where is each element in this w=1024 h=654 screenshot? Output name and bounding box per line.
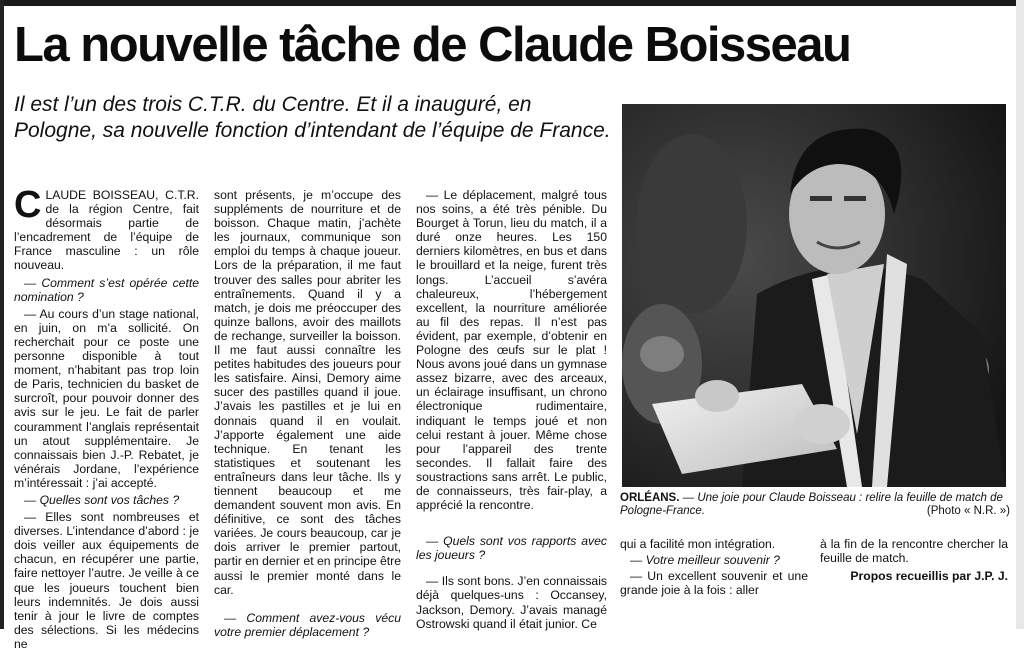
question-2: — Quelles sont vos tâches ? (24, 492, 180, 507)
article-bottom-right (820, 537, 1008, 585)
interview-credit: Propos recueillis par J.P. J. (850, 569, 1008, 584)
intro-paragraph (14, 184, 199, 273)
page-left-edge (0, 0, 4, 629)
answer-4: — Ils sont bons. J’en connaissais déjà quelques-uns : Occansey, Jackson, Demory. J’avais managé Ostrowski quand il était junior. Ce (416, 574, 607, 631)
question-5: — Votre meilleur souvenir ? (630, 553, 780, 568)
caption-place: ORLÉANS. (620, 492, 680, 504)
caption-photo-credit: (Photo « N.R. ») (926, 505, 1010, 517)
article-column-1 (14, 184, 199, 654)
answer-1: — Au cours d’un stage national, en juin, on m’a sollicité. On recherchait pour ce poste une personne disponible à tout moment, n’habitant pas trop loin de Paris, technicien du basket de surcroît, pour pouvoir donner des avis sur le jeu. Le fait de parler couramment l’anglais représentait un atout supplémentaire. Je connaissais bien J.-P. Rebatet, je vénérais Jordane, l’expérience m’intéressait : j’ai accepté. (14, 306, 199, 490)
question-4: — Quels sont vos rapports avec les joueurs ? (416, 534, 607, 563)
intro-text: LAUDE BOISSEAU, C.T.R. de la région Centre, fait désormais partie de l’encadrement de l’équipe de France masculine : un rôle nouveau. (14, 188, 199, 273)
question-1: — Comment s’est opérée cette nomination ? (14, 275, 199, 304)
answer-4-continued: qui a facilité mon intégration. (620, 537, 776, 551)
caption-text: — Une joie pour Claude Boisseau : relire la feuille de match de Pologne-France. (620, 492, 1003, 517)
article-column-2 (214, 188, 401, 642)
answer-2-continued: sont présents, je m’occupe des suppléments de nourriture et de boisson. Chaque matin, j’achète les journaux, communique son emploi du temps à chaque joueur. Lors de la préparation, il me faut trouver des salles pour abriter les entraînements. Quand il y a match, je dois me préoccuper des quinze ballons, avoir des maillots de rechange, surveiller la boisson. Il me faut aussi connaître les petites habitudes des joueurs pour les satisfaire. Ainsi, Demory aime sucer des pastilles quand il joue. J’avais les pastilles et je lui en donnais quand il en voulait. J’apporte également une aide technique. En tenant les statistiques et soutenant les entraîneurs dans leur tâche. Ils y tiennent beaucoup et me demandent souvent mon avis. En définitive, ce sont des tâches variées. Je cours beaucoup, car je dois arriver le premier partout, partir en dernier et en principe être aussi le premier monté dans le car. (214, 188, 401, 597)
article-column-3 (416, 188, 607, 634)
photo-illustration (622, 104, 1006, 487)
page-top-edge (0, 0, 1024, 6)
answer-5-continued: à la fin de la rencontre chercher la feuille de match. (820, 537, 1008, 566)
article-photo (622, 104, 1006, 487)
article-chapeau: Il est l’un des trois C.T.R. du Centre. Et il a inauguré, en Pologne, sa nouvelle fonction d’intendant de l’équipe de France. (14, 93, 611, 142)
article-headline: La nouvelle tâche de Claude Boisseau (14, 18, 851, 72)
article-bottom-left (620, 537, 808, 599)
answer-2: — Elles sont nombreuses et diverses. L’intendance d’abord : je dois veiller aux équipements de chacun, en récupérer une partie, faire nettoyer l’autre. Je veille à ce que les joueurs touchent bien leurs indemnités. Je dois aussi tenir à jour le livre de comptes des sélections. Si les médecins ne (14, 510, 199, 651)
page-right-edge (1016, 0, 1024, 629)
photo-caption (620, 492, 1010, 518)
answer-5: — Un excellent souvenir et une grande joie à la fois : aller (620, 569, 808, 598)
question-3: — Comment avez-vous vécu votre premier déplacement ? (214, 610, 401, 639)
drop-cap: C (14, 184, 42, 226)
answer-3: — Le déplacement, malgré tous nos soins, a été très pénible. Du Bourget à Torun, lieu du match, il a duré onze heures. Les 150 derniers kilomètres, en bus et dans le brouillard et la neige, furent très longs. L’accueil s’avéra chaleureux, l’hébergement excellent, la nourriture améliorée au fil des repas. Il n’est pas évident, par exemple, d’obtenir en Pologne des œufs sur le plat ! Nous avons joué dans un gymnase assez bizarre, avec des arceaux, un éclairage insuffisant, un chrono électronique rudimentaire, indiquant le temps joué et non celui restant à jouer. Même chose pour l’appareil des trente secondes. Il fallait faire des soustractions sans arrêt. Le public, de connaisseurs, très fair-play, a apprécié la rencontre. (416, 188, 607, 513)
